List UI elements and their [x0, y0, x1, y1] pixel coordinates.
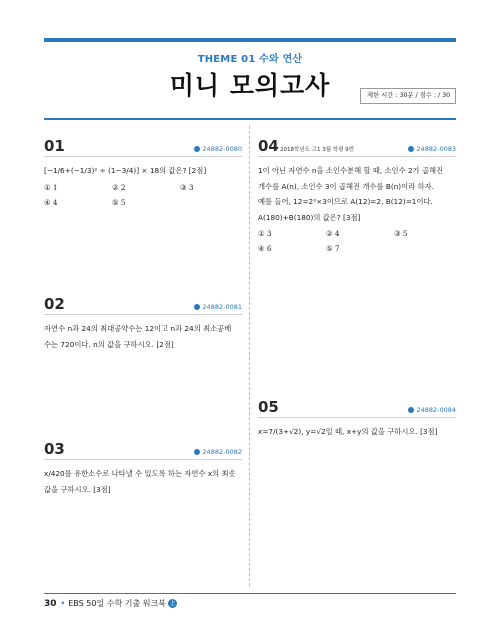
question-number: 04 — [258, 137, 279, 155]
choice-5: ⑤ 5 — [112, 197, 126, 207]
question-number: 01 — [44, 137, 65, 155]
question-01 — [44, 139, 242, 210]
question-number: 03 — [44, 440, 65, 458]
question-03 — [44, 442, 242, 497]
volume-badge: 上 — [169, 600, 176, 607]
question-code — [408, 406, 456, 414]
link-icon — [194, 304, 200, 310]
link-icon — [408, 407, 414, 413]
question-code-text: 24882-0082 — [202, 448, 242, 456]
question-line-4: A(180)+B(180)의 값은? [3점] — [258, 212, 361, 222]
question-source: 2018학년도 고1 3월 학평 9번 — [280, 147, 354, 153]
time-score-box: 제한 시간 : 30분 / 점수 : / 30 — [360, 88, 456, 104]
link-icon — [194, 449, 200, 455]
question-expression: [−1/6+(−1/3)² ÷ (1−3/4)] × 18의 값은? [2점] — [44, 166, 207, 175]
choice-4: ④ 6 — [258, 244, 272, 253]
question-header — [44, 442, 242, 460]
question-code — [194, 145, 242, 153]
question-02 — [44, 297, 242, 352]
question-header — [258, 400, 456, 418]
theme-label: THEME 01 수와 연산 — [197, 54, 303, 65]
question-05 — [258, 400, 456, 440]
question-text — [44, 163, 242, 179]
choice-5: ⑤ 7 — [326, 244, 340, 253]
choice-2: ② 2 — [112, 182, 126, 192]
choice-1: ① 1 — [44, 182, 58, 192]
footer-rule — [44, 593, 456, 594]
question-code — [408, 145, 456, 153]
question-header — [44, 297, 242, 315]
link-icon — [408, 146, 414, 152]
question-line-1: x/420를 유한소수로 나타낼 수 있도록 하는 자연수 x의 최솟 — [44, 469, 236, 478]
question-line-2: 개수를 A(n), 소인수 3이 곱해진 개수를 B(n)이라 하자. — [258, 181, 434, 191]
question-line-1: 자연수 n과 24의 최대공약수는 12이고 n과 24의 최소공배 — [44, 324, 232, 333]
question-code-text: 24882-0084 — [416, 406, 456, 414]
link-icon — [194, 146, 200, 152]
question-code — [194, 303, 242, 311]
question-code-text: 24882-0083 — [416, 145, 456, 153]
question-line-2: 수는 720이다. n의 값을 구하시오. [2점] — [44, 339, 174, 349]
header-bottom-rule — [44, 118, 456, 120]
question-04 — [258, 139, 456, 256]
page-footer — [44, 598, 177, 609]
question-line-2: 값을 구하시오. [3점] — [44, 484, 111, 494]
question-number: 02 — [44, 295, 65, 313]
choice-3: ③ 3 — [180, 182, 194, 192]
question-code-text: 24882-0081 — [202, 303, 242, 311]
question-text — [258, 163, 456, 225]
question-header — [44, 139, 242, 157]
bullet-icon: • — [60, 599, 66, 608]
question-line-3: 예를 들어, 12=2²×3이므로 A(12)=2, B(12)=1이다. — [258, 197, 433, 206]
page-title: 미니 모의고사 — [169, 71, 331, 100]
header-top-rule — [44, 38, 456, 42]
question-header — [258, 139, 456, 157]
answer-choices — [258, 226, 456, 256]
question-line-1: x=7/(3+√2), y=√2일 때, x+y의 값을 구하시오. [3점] — [258, 427, 438, 436]
question-text — [44, 321, 242, 352]
question-line-1: 1이 아닌 자연수 n을 소인수분해 할 때, 소인수 2가 곱해진 — [258, 166, 444, 175]
answer-choices — [44, 180, 242, 210]
choice-3: ③ 5 — [394, 229, 408, 238]
question-text — [258, 424, 456, 440]
choice-4: ④ 4 — [44, 197, 58, 207]
page-number: 30 — [44, 599, 57, 609]
book-title: EBS 50일 수학 기출 워크북 — [68, 599, 166, 608]
question-code — [194, 448, 242, 456]
question-text — [44, 466, 242, 497]
choice-1: ① 3 — [258, 229, 272, 238]
question-number: 05 — [258, 398, 279, 416]
question-code-text: 24882-0080 — [202, 145, 242, 153]
column-divider — [249, 126, 250, 586]
choice-2: ② 4 — [326, 229, 340, 238]
